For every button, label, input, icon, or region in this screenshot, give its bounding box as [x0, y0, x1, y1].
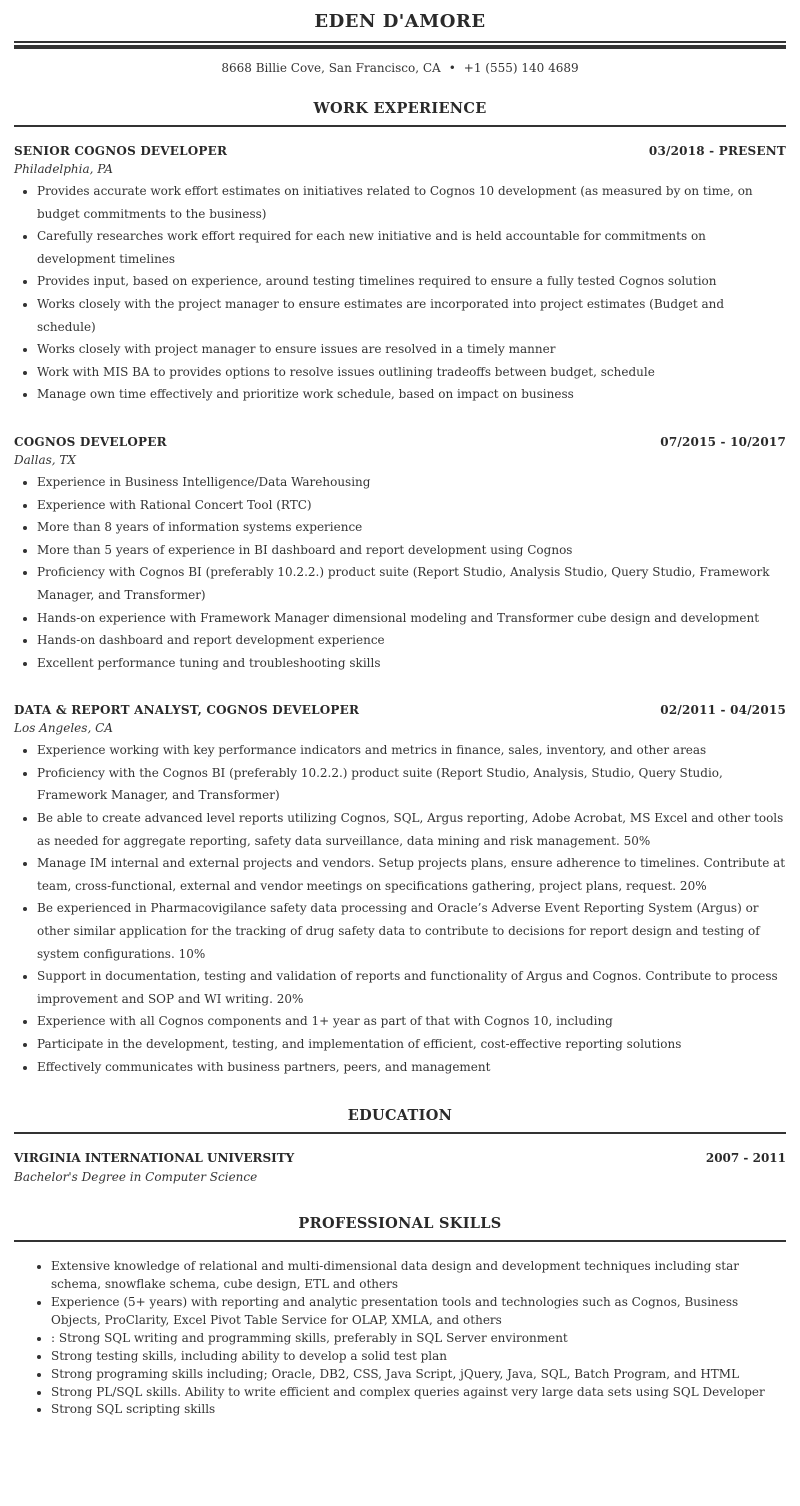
list-item: • Hands-on dashboard and report development experience [37, 629, 786, 652]
address: 8668 Billie Cove, San Francisco, CA [221, 61, 441, 75]
list-item: • Manage own time effectively and prioritize work schedule, based on impact on business [37, 383, 786, 406]
list-item: • Effectively communicates with business partners, peers, and management [37, 1056, 786, 1079]
job-title: COGNOS DEVELOPER [14, 434, 167, 449]
section-title-work: WORK EXPERIENCE [313, 100, 487, 117]
job-location: Dallas, TX [14, 452, 76, 467]
skills-section [14, 1214, 786, 1419]
list-item: • Carefully researches work effort required for each new initiative and is held accountable for commitments on development timelines [37, 225, 786, 270]
job-dates: 03/2018 - PRESENT [648, 144, 786, 158]
name-divider-thin [14, 41, 786, 43]
job-bullets [14, 180, 786, 406]
list-item: • Proficiency with Cognos BI (preferably 10.2.2.) product suite (Report Studio, Analysis Studio, Query Studio, Framework Manager, and Transformer) [37, 561, 786, 606]
contact-line [14, 60, 786, 76]
list-item: • Experience (5+ years) with reporting and analytic presentation tools and technologies such as Cognos, Business Objects, ProClarity, Excel Pivot Table Service for OLAP, XMLA, and others [51, 1294, 786, 1330]
list-item: • Work with MIS BA to provides options to resolve issues outlining tradeoffs between budget, schedule [37, 361, 786, 384]
list-item: • Extensive knowledge of relational and multi-dimensional data design and development techniques including star schema, snowflake schema, cube design, ETL and others [51, 1258, 786, 1294]
section-title-skills: PROFESSIONAL SKILLS [298, 1215, 502, 1233]
section-title-education: EDUCATION [347, 1107, 453, 1125]
job-location: Philadelphia, PA [14, 162, 113, 176]
list-item: • Provides accurate work effort estimates on initiatives related to Cognos 10 development (as measured by on time, on budget commitments to the business) [37, 180, 786, 225]
list-item: • : Strong SQL writing and programming skills, preferably in SQL Server environment [51, 1330, 786, 1348]
list-item: • Participate in the development, testing, and implementation of efficient, cost-effective reporting solutions [37, 1033, 786, 1056]
list-item: • More than 8 years of information systems experience [37, 516, 786, 539]
list-item: • Provides input, based on experience, around testing timelines required to ensure a fully tested Cognos solution [37, 270, 786, 293]
section-divider-work [14, 125, 786, 127]
job-location: Los Angeles, CA [14, 721, 113, 736]
job-title: SENIOR COGNOS DEVELOPER [14, 144, 228, 158]
list-item: • Manage IM internal and external projects and vendors. Setup projects plans, ensure adherence to timelines. Contribute at team, cross-functional, external and vendor meetings on specifications gathering, project plans, request. 20% [37, 852, 786, 897]
job-bullets [14, 739, 786, 1078]
job-entry [14, 434, 786, 674]
education-entry [14, 1150, 786, 1185]
name-divider-thick [14, 45, 786, 49]
school-name: VIRGINIA INTERNATIONAL UNIVERSITY [14, 1151, 295, 1166]
resume-page [14, 0, 786, 1419]
list-item: • Strong SQL scripting skills [51, 1401, 786, 1419]
list-item: • Works closely with project manager to ensure issues are resolved in a timely manner [37, 338, 786, 361]
job-bullets [14, 471, 786, 674]
list-item: • Experience in Business Intelligence/Data Warehousing [37, 471, 786, 494]
list-item: • Works closely with the project manager to ensure estimates are incorporated into project estimates (Budget and schedule) [37, 293, 786, 338]
list-item: • Excellent performance tuning and troubleshooting skills [37, 652, 786, 675]
list-item: • Proficiency with the Cognos BI (preferably 10.2.2.) product suite (Report Studio, Analysis, Studio, Query Studio, Framework Manager, and Transformer) [37, 762, 786, 807]
list-item: • Hands-on experience with Framework Manager dimensional modeling and Transformer cube design and development [37, 607, 786, 630]
list-item: • Be able to create advanced level reports utilizing Cognos, SQL, Argus reporting, Adobe Acrobat, MS Excel and other tools as needed for aggregate reporting, safety data surveillance, data mining and risk management. 50% [37, 807, 786, 852]
degree: Bachelor's Degree in Computer Science [14, 1170, 258, 1185]
list-item: • Experience with all Cognos components and 1+ year as part of that with Cognos 10, including [37, 1010, 786, 1033]
section-divider-education [14, 1132, 786, 1134]
job-entry [14, 143, 786, 406]
education-section [14, 1106, 786, 1185]
job-entry [14, 702, 786, 1078]
list-item: • Strong PL/SQL skills. Ability to write efficient and complex queries against very large data sets using SQL Developer [51, 1384, 786, 1402]
job-dates: 07/2015 - 10/2017 [660, 434, 786, 449]
list-item: • Be experienced in Pharmacovigilance safety data processing and Oracle’s Adverse Event Reporting System (Argus) or other similar application for the tracking of drug safety data to contribute to decisions for report design and testing of system configurations. 10% [37, 897, 786, 965]
education-header [14, 1150, 786, 1166]
job-header [14, 702, 786, 718]
job-dates: 02/2011 - 04/2015 [660, 703, 786, 718]
contact-separator: • [448, 61, 456, 75]
section-divider-skills [14, 1240, 786, 1242]
list-item: • Experience working with key performance indicators and metrics in finance, sales, inventory, and other areas [37, 739, 786, 762]
list-item: • Support in documentation, testing and validation of reports and functionality of Argus and Cognos. Contribute to process improvement and SOP and WI writing. 20% [37, 965, 786, 1010]
education-dates: 2007 - 2011 [705, 1151, 786, 1166]
phone: +1 (555) 140 4689 [463, 61, 579, 75]
candidate-name: EDEN D'AMORE [314, 11, 486, 32]
job-header [14, 434, 786, 450]
job-header [14, 143, 786, 159]
list-item: • More than 5 years of experience in BI dashboard and report development using Cognos [37, 539, 786, 562]
work-experience-section [14, 99, 786, 1078]
list-item: • Experience with Rational Concert Tool (RTC) [37, 494, 786, 517]
list-item: • Strong programing skills including; Oracle, DB2, CSS, Java Script, jQuery, Java, SQL, Batch Program, and HTML [51, 1366, 786, 1384]
job-title: DATA & REPORT ANALYST, COGNOS DEVELOPER [14, 703, 360, 718]
list-item: • Strong testing skills, including ability to develop a solid test plan [51, 1348, 786, 1366]
skills-list [14, 1258, 786, 1419]
